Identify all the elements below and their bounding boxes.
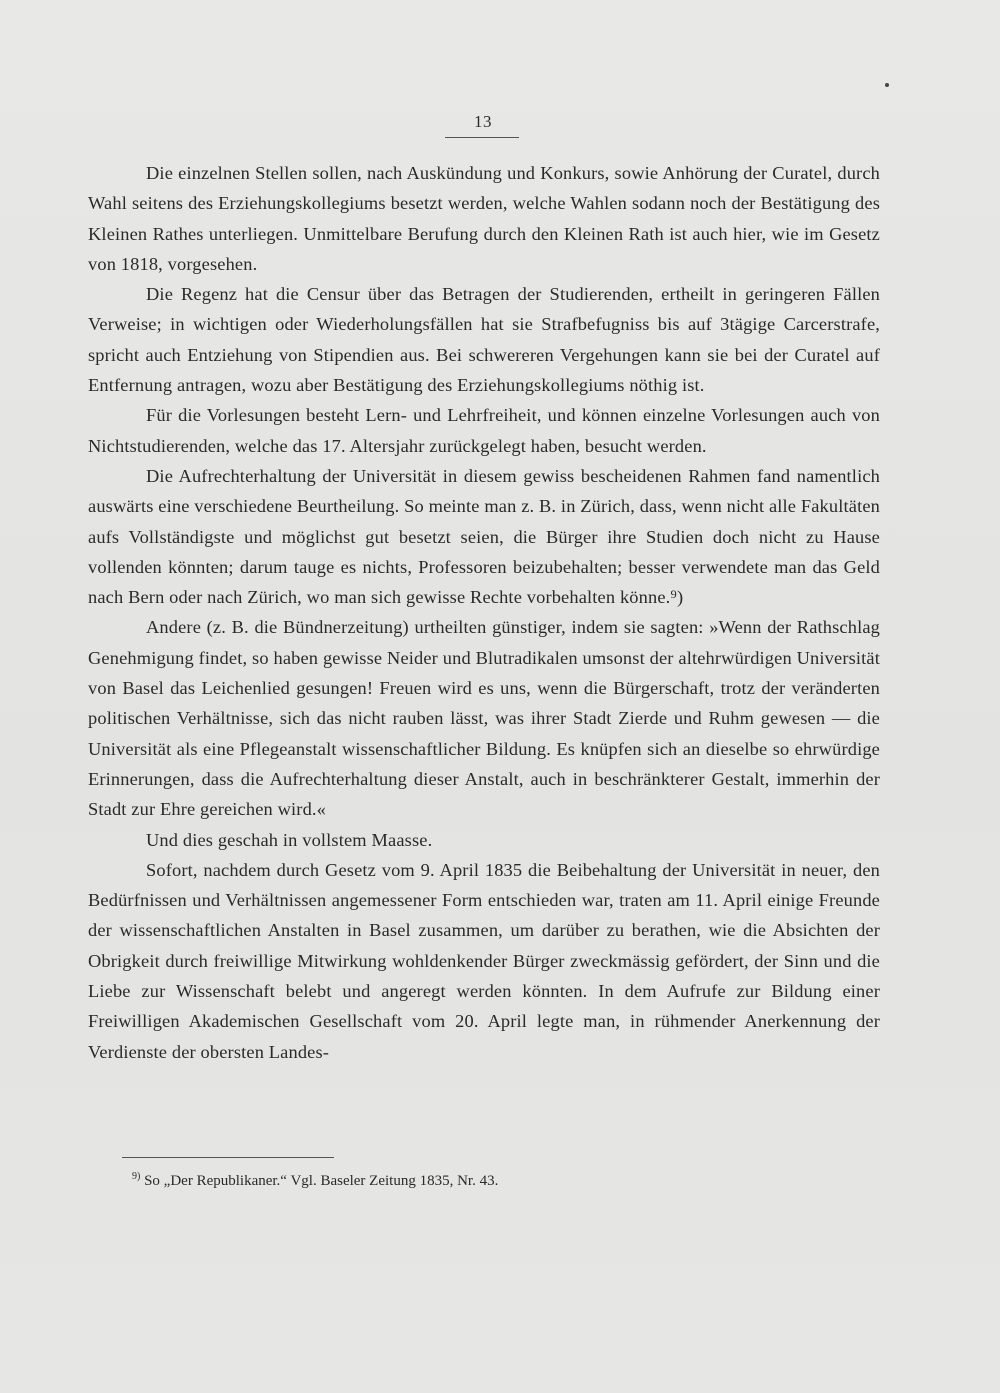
footnote-text: So „Der Republikaner.“ Vgl. Baseler Zeitung 1835, Nr. 43. bbox=[144, 1173, 499, 1189]
footnote-rule bbox=[122, 1157, 334, 1158]
body-text bbox=[88, 158, 880, 1067]
paragraph: Die Aufrechterhaltung der Universität in diesem gewiss bescheidenen Rahmen fand namentlich auswärts eine verschiedene Beurtheilung. So meinte man z. B. in Zürich, dass, wenn nicht alle Fakultäten aufs Vollständigste und möglichst gut besetzt seien, die Bürger ihre Studien doch nicht zu Hause vollenden könnten; darum tauge es nichts, Professoren beizubehalten; besser verwendete man das Geld nach Bern oder nach Zürich, wo man sich gewisse Rechte vorbehalten könne.⁹) bbox=[88, 465, 880, 608]
paragraph: Für die Vorlesungen besteht Lern- und Lehrfreiheit, und können einzelne Vorlesungen auch von Nichtstudierenden, welche das 17. Altersjahr zurückgelegt haben, besucht werden. bbox=[88, 405, 880, 456]
footnote bbox=[132, 1166, 832, 1192]
paragraph: Sofort, nachdem durch Gesetz vom 9. April 1835 die Beibehaltung der Universität in neuer, den Bedürfnissen und Verhältnissen angemessener Form entschieden war, traten am 11. April einige Freunde der wissenschaftlichen Anstalten in Basel zusammen, um darüber zu berathen, wie die Absichten der Obrigkeit durch freiwillige Mitwirkung wohldenkender Bürger zweckmässig gefördert, der Sinn und die Liebe zur Wissenschaft belebt und angeregt werden könnten. In dem Aufrufe zur Bildung einer Freiwilligen Akademischen Gesellschaft vom 20. April legte man, in rühmender Anerkennung der Verdienste der obersten Landes- bbox=[88, 859, 880, 1062]
paragraph: Und dies geschah in vollstem Maasse. bbox=[146, 829, 433, 850]
footnote-marker: 9) bbox=[132, 1171, 141, 1182]
paragraph: Die einzelnen Stellen sollen, nach Auskündung und Konkurs, sowie Anhörung der Curatel, durch Wahl seitens des Erziehungskollegiums besetzt werden, welche Wahlen sodann noch der Bestätigung des Kleinen Rathes unterliegen. Unmittelbare Berufung durch den Kleinen Rath ist auch hier, wie im Gesetz von 1818, vorgesehen. bbox=[88, 163, 880, 274]
paragraph: Andere (z. B. die Bündnerzeitung) urtheilten günstiger, indem sie sagten: »Wenn der Rathschlag Genehmigung findet, so haben gewisse Neider und Blutradikalen umsonst der altehrwürdigen Universität von Basel das Leichenlied gesungen! Freuen wird es uns, wenn die Bürgerschaft, trotz der veränderten politischen Verhältnisse, sich das nicht rauben lässt, was ihrer Stadt Zierde und Ruhm gewesen — die Universität als eine Pflegeanstalt wissenschaftlicher Bildung. Es knüpfen sich an dieselbe so ehrwürdige Erinnerungen, dass die Aufrechterhaltung dieser Anstalt, auch in beschränkterer Gestalt, immerhin der Stadt zur Ehre gereichen wird.« bbox=[88, 617, 880, 820]
page-number-rule bbox=[445, 137, 519, 138]
print-speck bbox=[885, 83, 889, 87]
paragraph: Die Regenz hat die Censur über das Betragen der Studierenden, ertheilt in geringeren Fällen Verweise; in wichtigen oder Wiederholungsfällen hat sie Strafbefugniss bis auf 3tägige Carcerstrafe, spricht auch Entziehung von Stipendien aus. Bei schwereren Vergehungen kann sie bei der Curatel auf Entfernung antragen, wozu aber Bestätigung des Erziehungskollegiums nöthig ist. bbox=[88, 284, 880, 396]
page-number: 13 bbox=[474, 112, 492, 131]
